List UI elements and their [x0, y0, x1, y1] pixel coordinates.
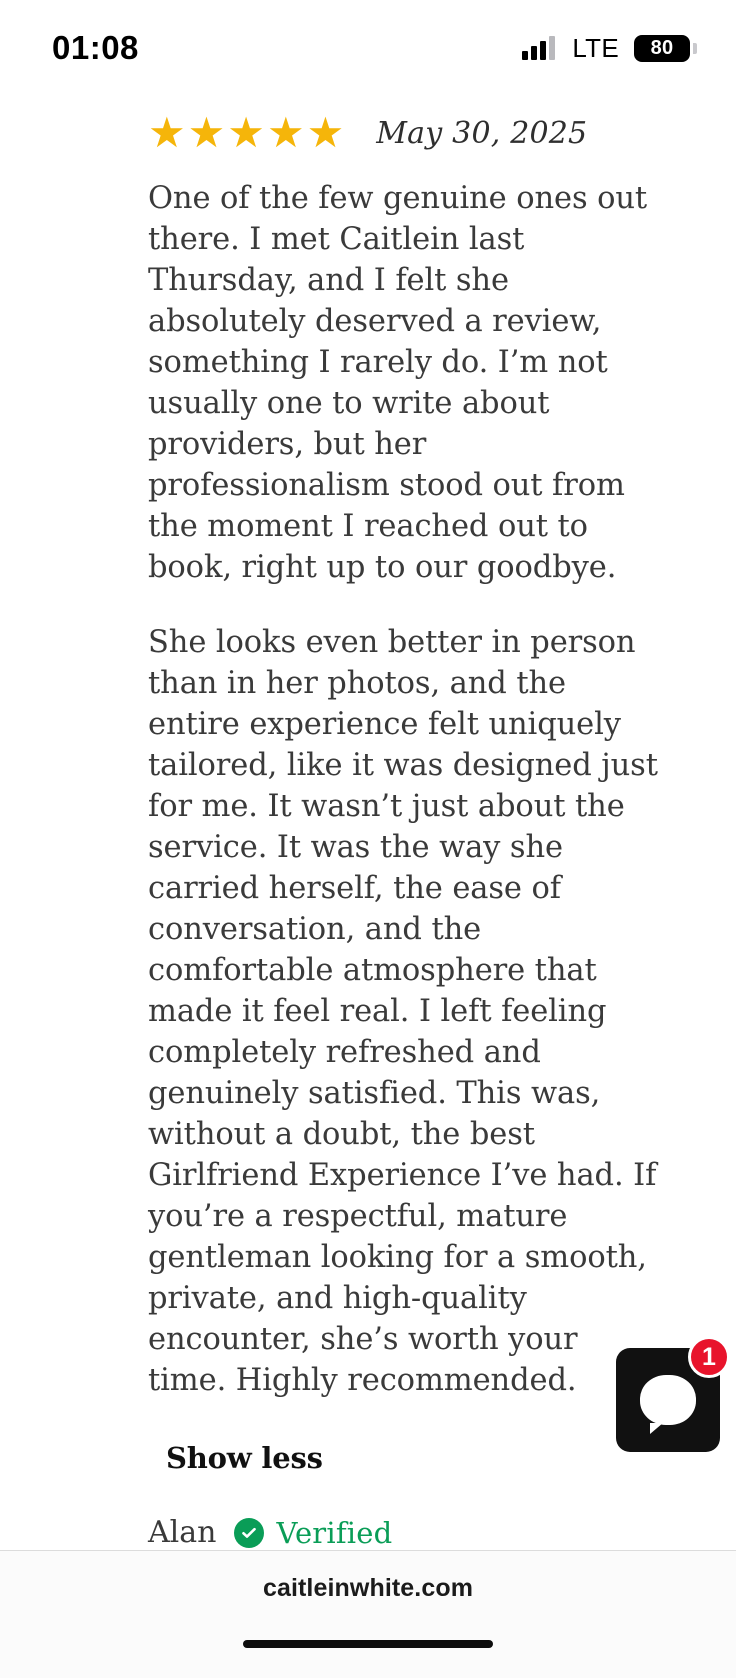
review-date: May 30, 2025	[376, 115, 588, 151]
status-badge	[234, 1516, 392, 1550]
review-paragraph: One of the few genuine ones out there. I met Caitlein last Thursday, and I felt she absolutely deserved a review, something I rarely do. I’m not usually one to write about providers, but her professionalism stood out from the moment I reached out to book, right up to our goodbye.	[148, 181, 648, 585]
network-type-label: LTE	[572, 32, 619, 63]
review-content	[0, 96, 736, 1550]
battery-icon	[634, 35, 690, 62]
review-author-row	[38, 1475, 698, 1550]
check-circle-icon	[234, 1518, 264, 1548]
battery-level-label: 80	[650, 36, 674, 59]
site-url-label[interactable]: caitleinwhite.com	[262, 1574, 474, 1602]
reviewer-name: Alan	[148, 1515, 217, 1550]
cellular-signal-icon	[522, 36, 555, 60]
review-paragraph: She looks even better in person than in her photos, and the entire experience felt uniquely tailored, like it was designed just for me. It wasn’t just about the service. It was the way she carried herself, the ease of conversation, and the comfortable atmosphere that made it feel real. I left feeling completely refreshed and genuinely satisfied. This was, without a doubt, the best Girlfriend Experience I’ve had. If you’re a respectful, mature gentleman looking for a smooth, private, and high-quality encounter, she’s worth your time. Highly recommended.	[148, 625, 658, 1398]
status-indicators	[522, 33, 690, 64]
chat-widget-button[interactable]	[616, 1342, 720, 1452]
home-indicator-area	[0, 1626, 736, 1678]
chat-unread-badge: 1	[688, 1336, 730, 1378]
chat-bubble-icon	[640, 1375, 696, 1425]
status-bar	[0, 0, 736, 96]
show-less-button[interactable]: Show less	[166, 1441, 323, 1475]
rating-stars: ★★★★★	[148, 109, 347, 156]
home-indicator[interactable]	[243, 1640, 493, 1648]
verified-label: Verified	[276, 1515, 393, 1550]
review-text	[38, 160, 698, 1475]
status-time: 01:08	[52, 29, 139, 66]
review-header	[38, 96, 698, 160]
browser-url-bar[interactable]	[0, 1550, 736, 1626]
